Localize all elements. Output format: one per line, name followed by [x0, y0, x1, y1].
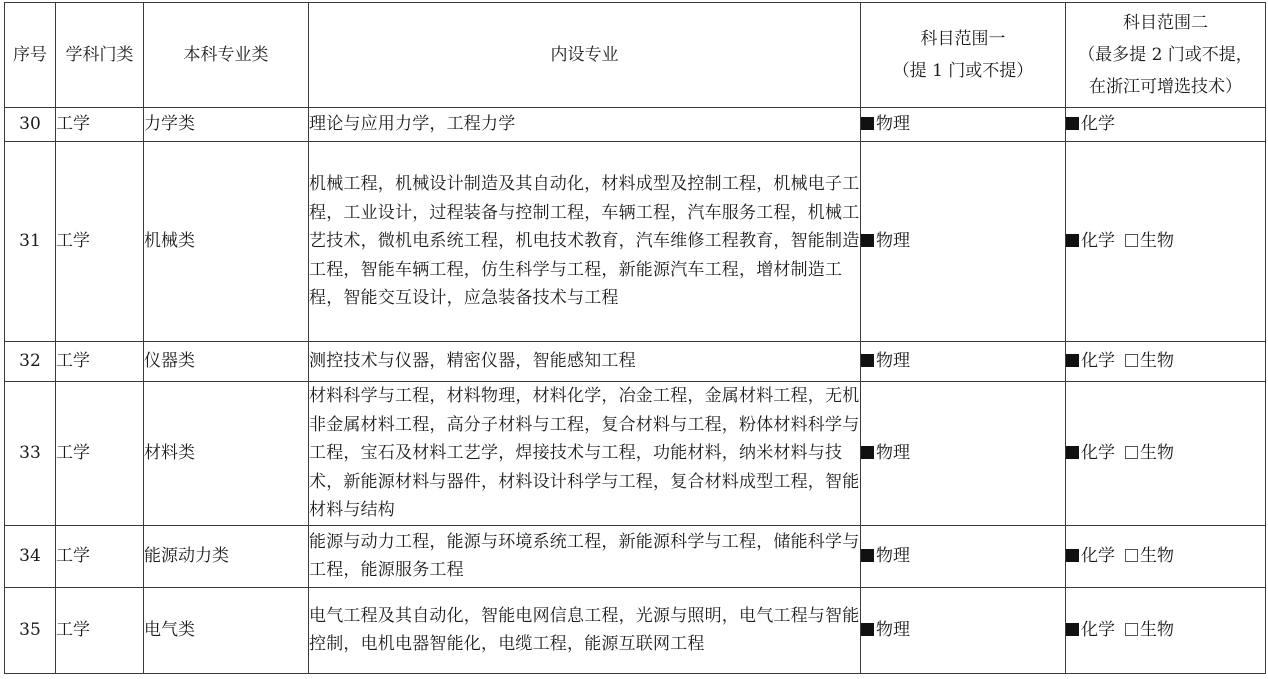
row-category: 仪器类 — [144, 342, 309, 382]
checked-box-icon — [861, 117, 874, 130]
subject-label: 化学 — [1081, 114, 1115, 135]
checked-box-icon — [1066, 354, 1079, 367]
header-row — [5, 3, 1266, 108]
subject-option — [861, 542, 910, 571]
table-row — [5, 108, 1266, 142]
row-range1 — [861, 382, 1066, 526]
row-range1 — [861, 525, 1066, 587]
row-discipline: 工学 — [56, 525, 144, 587]
subject-option — [861, 347, 910, 376]
header-range2-title: 科目范围二 — [1123, 13, 1208, 33]
subject-label: 化学 — [1081, 231, 1115, 252]
unchecked-box-icon — [1125, 234, 1138, 247]
row-seq: 30 — [5, 108, 56, 142]
header-range2-note-2: 在浙江可增选技术） — [1089, 77, 1242, 97]
table-row — [5, 587, 1266, 673]
row-seq: 33 — [5, 382, 56, 526]
subject-option — [861, 616, 910, 645]
subject-option — [1125, 227, 1174, 256]
header-range1 — [861, 3, 1066, 108]
table-row — [5, 525, 1266, 587]
row-range2 — [1066, 382, 1266, 526]
subject-label: 物理 — [876, 545, 910, 566]
header-range2-note-1: （最多提 2 门或不提， — [1078, 45, 1253, 65]
header-discipline: 学科门类 — [56, 3, 144, 108]
row-range1 — [861, 587, 1066, 673]
subject-option — [1125, 347, 1174, 376]
subject-label: 物理 — [876, 114, 910, 135]
subject-label: 物理 — [876, 619, 910, 640]
subject-label: 生物 — [1140, 351, 1174, 372]
subject-option — [861, 439, 910, 468]
row-discipline: 工学 — [56, 142, 144, 342]
row-majors: 能源与动力工程，能源与环境系统工程，新能源科学与工程，储能科学与工程，能源服务工程 — [309, 525, 861, 587]
checked-box-icon — [1066, 234, 1079, 247]
row-discipline: 工学 — [56, 108, 144, 142]
subject-requirements-table — [4, 2, 1266, 674]
header-range2 — [1066, 3, 1266, 108]
checked-box-icon — [861, 354, 874, 367]
checked-box-icon — [1066, 623, 1079, 636]
checked-box-icon — [1066, 549, 1079, 562]
subject-label: 化学 — [1081, 619, 1115, 640]
checked-box-icon — [1066, 446, 1079, 459]
subject-label: 物理 — [876, 443, 910, 463]
unchecked-box-icon — [1125, 549, 1138, 562]
subject-label: 化学 — [1081, 545, 1115, 566]
row-category: 力学类 — [144, 108, 309, 142]
checked-box-icon — [861, 234, 874, 247]
row-range2 — [1066, 108, 1266, 142]
subject-option — [861, 227, 910, 256]
table-row — [5, 342, 1266, 382]
unchecked-box-icon — [1125, 446, 1138, 459]
checked-box-icon — [861, 623, 874, 636]
row-category: 材料类 — [144, 382, 309, 526]
subject-label: 化学 — [1081, 443, 1115, 463]
row-seq: 31 — [5, 142, 56, 342]
header-range1-title: 科目范围一 — [920, 29, 1006, 49]
row-discipline: 工学 — [56, 342, 144, 382]
table-row — [5, 142, 1266, 342]
subject-label: 生物 — [1140, 443, 1174, 463]
row-majors: 材料科学与工程，材料物理，材料化学，冶金工程，金属材料工程，无机非金属材料工程，高分子材料与工程，复合材料与工程，粉体材料科学与工程，宝石及材料工艺学，焊接技术与工程，功能材料，纳米材料与技术，新能源材料与器件，材料设计科学与工程，复合材料成型工程，智能材料与结构 — [309, 382, 861, 526]
row-range2 — [1066, 525, 1266, 587]
row-range2 — [1066, 342, 1266, 382]
subject-option — [1125, 616, 1174, 645]
row-majors: 理论与应用力学，工程力学 — [309, 108, 861, 142]
row-range2 — [1066, 587, 1266, 673]
row-discipline: 工学 — [56, 587, 144, 673]
row-range1 — [861, 108, 1066, 142]
header-range1-note: （提 1 门或不提） — [892, 61, 1034, 81]
row-range1 — [861, 142, 1066, 342]
subject-option — [1066, 439, 1115, 468]
row-majors: 机械工程，机械设计制造及其自动化，材料成型及控制工程，机械电子工程，工业设计，过程装备与控制工程，车辆工程，汽车服务工程，机械工艺技术，微机电系统工程，机电技术教育，汽车维修工程教育，智能制造工程，智能车辆工程，仿生科学与工程，新能源汽车工程，增材制造工程，智能交互设计，应急装备技术与工程 — [309, 142, 861, 342]
table-row — [5, 382, 1266, 526]
subject-option — [1066, 347, 1115, 376]
subject-label: 化学 — [1081, 351, 1115, 372]
row-seq: 32 — [5, 342, 56, 382]
subject-label: 生物 — [1140, 545, 1174, 566]
subject-option — [1125, 439, 1174, 468]
checked-box-icon — [861, 549, 874, 562]
subject-option — [861, 110, 910, 139]
row-majors: 电气工程及其自动化，智能电网信息工程，光源与照明，电气工程与智能控制，电机电器智能化，电缆工程，能源互联网工程 — [309, 587, 861, 673]
checked-box-icon — [861, 446, 874, 459]
subject-option — [1066, 542, 1115, 571]
row-seq: 35 — [5, 587, 56, 673]
subject-option — [1066, 227, 1115, 256]
row-category: 电气类 — [144, 587, 309, 673]
header-category: 本科专业类 — [144, 3, 309, 108]
row-range1 — [861, 342, 1066, 382]
subject-label: 物理 — [876, 231, 910, 252]
checked-box-icon — [1066, 117, 1079, 130]
subject-label: 物理 — [876, 351, 910, 372]
header-majors: 内设专业 — [309, 3, 861, 108]
row-discipline: 工学 — [56, 382, 144, 526]
subject-option — [1066, 616, 1115, 645]
subject-label: 生物 — [1140, 619, 1174, 640]
subject-option — [1066, 110, 1115, 139]
row-seq: 34 — [5, 525, 56, 587]
subject-label: 生物 — [1140, 231, 1174, 252]
header-seq: 序号 — [5, 3, 56, 108]
subject-option — [1125, 542, 1174, 571]
row-category: 机械类 — [144, 142, 309, 342]
row-category: 能源动力类 — [144, 525, 309, 587]
row-majors: 测控技术与仪器，精密仪器，智能感知工程 — [309, 342, 861, 382]
row-range2 — [1066, 142, 1266, 342]
unchecked-box-icon — [1125, 623, 1138, 636]
unchecked-box-icon — [1125, 354, 1138, 367]
